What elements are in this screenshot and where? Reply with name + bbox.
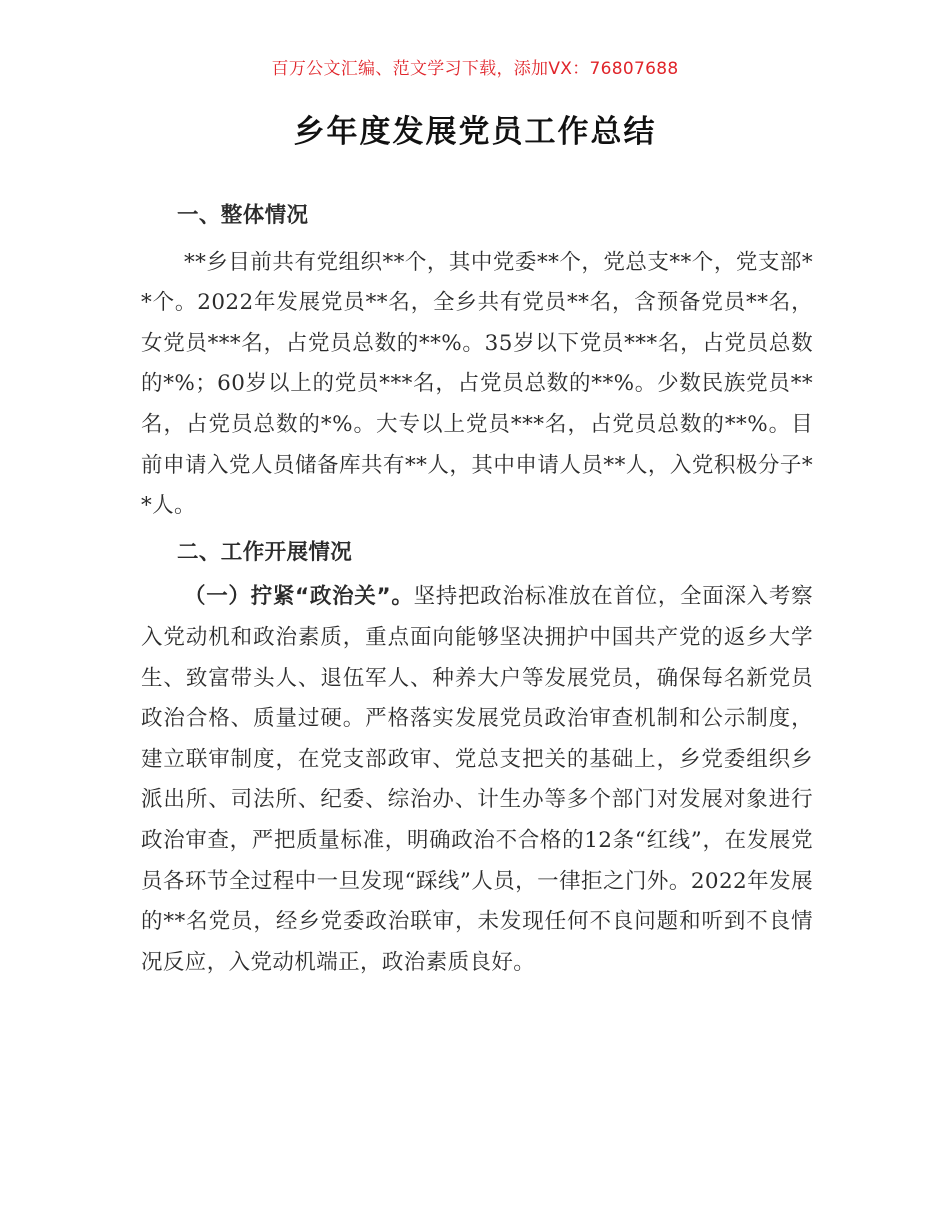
document-body [141, 196, 813, 983]
document-title: 乡年度发展党员工作总结 [293, 114, 657, 150]
subsection-text-political: 坚持把政治标准放在首位，全面深入考察入党动机和政治素质，重点面向能够坚决拥护中国共产党的返乡大学生、致富带头人、退伍军人、种养大户等发展党员，确保每名新党员政治合格、质量过硬。严格落实发展党员政治审查机制和公示制度，建立联审制度，在党支部政审、党总支把关的基础上，乡党委组织乡派出所、司法所、纪委、综治办、计生办等多个部门对发展对象进行政治审查，严把质量标准，明确政治不合格的12条“红线”，在发展党员各环节全过程中一旦发现“踩线”人员，一律拒之门外。2022年发展的**名党员，经乡党委政治联审，未发现任何不良问题和听到不良情况反应，入党动机端正，政治素质良好。 [141, 584, 814, 975]
section-paragraph-overview: **乡目前共有党组织**个，其中党委**个，党总支**个，党支部**个。2022年发展党员**名，全乡共有党员**名，含预备党员**名，女党员***名，占党员总数的**%。35岁以下党员***名，占党员总数的*%；60岁以上的党员***名，占党员总数的**%。少数民族党员**名，占党员总数的*%。大专以上党员***名，占党员总数的**%。目前申请入党人员储备库共有**人，其中申请人员**人，入党积极分子**人。 [141, 249, 813, 519]
watermark-text: 百万公文汇编、范文学习下载，添加VX：76807688 [271, 59, 679, 79]
section-heading-work: 二、工作开展情况 [177, 539, 353, 565]
section-paragraph-work [141, 577, 813, 983]
section-heading-overview: 一、整体情况 [177, 203, 309, 228]
subsection-lead-political: （一）拧紧“政治关”。 [184, 584, 414, 610]
